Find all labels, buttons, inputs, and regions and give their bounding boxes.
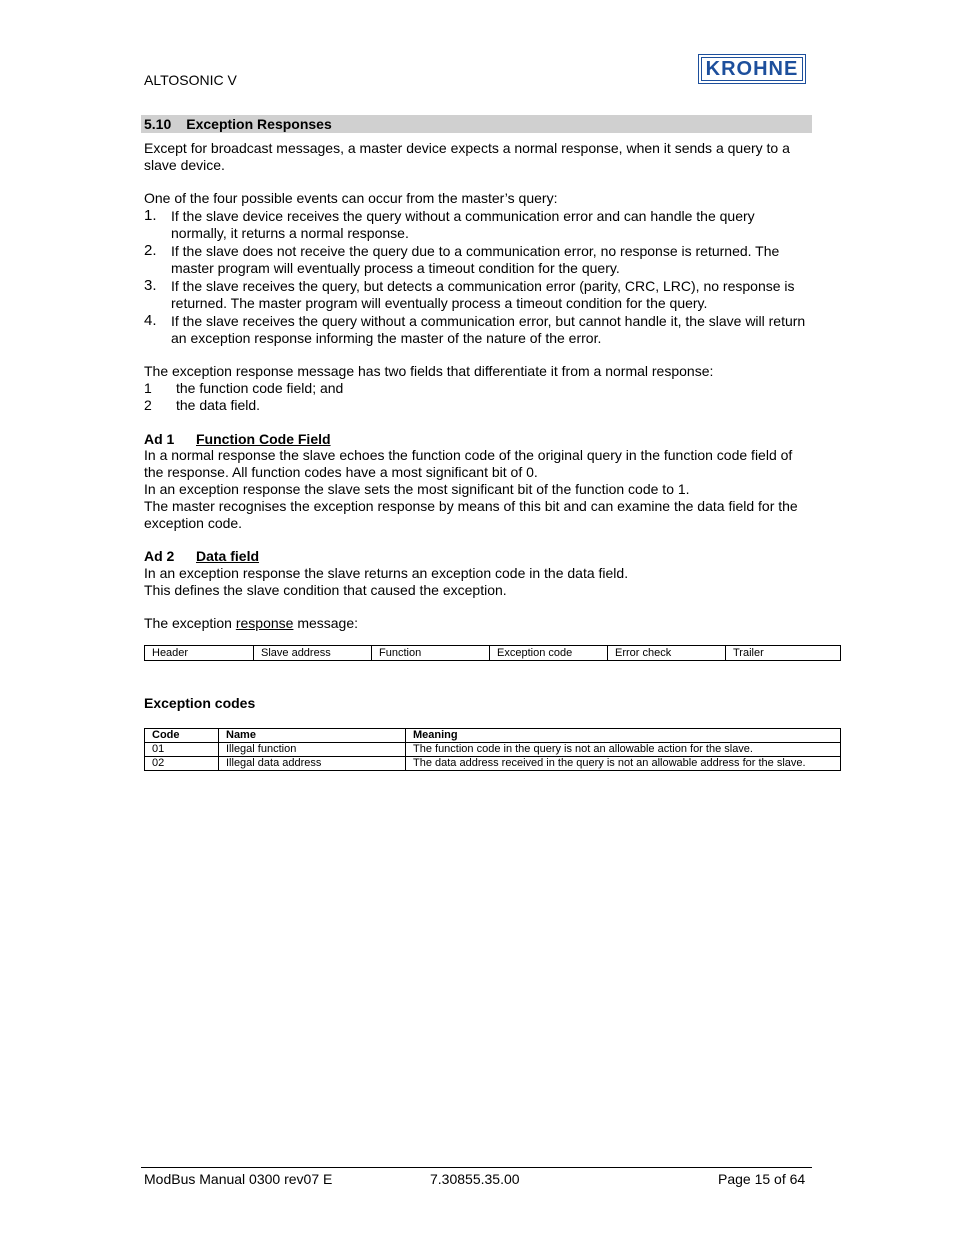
cell-name: Illegal function bbox=[219, 743, 406, 757]
ad1-line-2: In an exception response the slave sets the most significant bit of the function code to 1. bbox=[144, 481, 690, 497]
cell-name: Illegal data address bbox=[219, 757, 406, 771]
event-2-number: 2. bbox=[144, 242, 157, 259]
message-field-slave-address: Slave address bbox=[254, 646, 372, 661]
exception-codes-table bbox=[144, 728, 841, 771]
table-row bbox=[145, 757, 841, 771]
ad1-heading bbox=[144, 431, 331, 447]
logo-text: KROHNE bbox=[701, 57, 803, 81]
exception-codes-title: Exception codes bbox=[144, 695, 256, 711]
message-field-header: Header bbox=[145, 646, 254, 661]
ad2-heading bbox=[144, 548, 259, 564]
ad2-line-1: In an exception response the slave returns an exception code in the data field. bbox=[144, 565, 629, 581]
message-field-error-check: Error check bbox=[608, 646, 726, 661]
section-title: Exception Responses bbox=[186, 116, 332, 132]
ad2-title: Data field bbox=[196, 548, 260, 564]
cell-meaning: The function code in the query is not an allowable action for the slave. bbox=[406, 743, 841, 757]
cell-code: 01 bbox=[145, 743, 219, 757]
events-intro: One of the four possible events can occur from the master’s query: bbox=[144, 190, 558, 206]
section-heading bbox=[141, 115, 812, 133]
footer-page-number: Page 15 of 64 bbox=[718, 1171, 806, 1187]
field-2-text: the data field. bbox=[176, 397, 261, 413]
document-title: ALTOSONIC V bbox=[144, 72, 237, 88]
event-4-number: 4. bbox=[144, 312, 157, 329]
event-3-number: 3. bbox=[144, 277, 157, 294]
ad1-label: Ad 1 bbox=[144, 431, 175, 447]
message-field-function: Function bbox=[372, 646, 490, 661]
ad2-line-2: This defines the slave condition that caused the exception. bbox=[144, 582, 507, 598]
ad1-line-1: In a normal response the slave echoes the function code of the original query in the function code field of the response. All function codes have a most significant bit of 0. bbox=[144, 447, 793, 480]
field-1-text: the function code field; and bbox=[176, 380, 344, 396]
message-intro bbox=[144, 615, 814, 632]
footer-document-number: 7.30855.35.00 bbox=[430, 1171, 520, 1187]
ad2-label: Ad 2 bbox=[144, 548, 175, 564]
table-row bbox=[145, 743, 841, 757]
event-4-text: If the slave receives the query without a communication error, but cannot handle it, the slave will return an exception response informing the master of the nature of the error. bbox=[171, 313, 806, 346]
ad1-line-3: The master recognises the exception response by means of this bit and can examine the data field for the exception code. bbox=[144, 498, 798, 531]
event-1-number: 1. bbox=[144, 207, 157, 224]
event-1-text: If the slave device receives the query without a communication error and can handle the query normally, it returns a normal response. bbox=[171, 208, 755, 241]
message-field-trailer: Trailer bbox=[726, 646, 841, 661]
event-3-text: If the slave receives the query, but detects a communication error (parity, CRC, LRC), no response is returned. The master program will eventually process a timeout condition for the query. bbox=[171, 278, 795, 311]
column-header-meaning: Meaning bbox=[406, 729, 841, 743]
table-header-row bbox=[145, 729, 841, 743]
column-header-code: Code bbox=[145, 729, 219, 743]
intro-paragraph: Except for broadcast messages, a master device expects a normal response, when it sends a query to a slave device. bbox=[144, 140, 790, 173]
ad1-title: Function Code Field bbox=[196, 431, 331, 447]
field-2-number: 2 bbox=[144, 397, 152, 413]
cell-meaning: The data address received in the query is not an allowable address for the slave. bbox=[406, 757, 841, 771]
event-2-text: If the slave does not receive the query due to a communication error, no response is returned. The master program will eventually process a timeout condition for the query. bbox=[171, 243, 780, 276]
message-intro-underlined: response bbox=[235, 615, 294, 631]
field-1-number: 1 bbox=[144, 380, 152, 396]
cell-code: 02 bbox=[145, 757, 219, 771]
krohne-logo bbox=[698, 54, 806, 84]
message-intro-after: message: bbox=[293, 615, 359, 631]
footer-manual-name: ModBus Manual 0300 rev07 E bbox=[144, 1171, 333, 1187]
table-row bbox=[145, 646, 841, 661]
message-format-table bbox=[144, 645, 841, 661]
message-field-exception-code: Exception code bbox=[490, 646, 608, 661]
section-number: 5.10 bbox=[144, 116, 172, 132]
column-header-name: Name bbox=[219, 729, 406, 743]
footer-divider bbox=[141, 1167, 812, 1168]
fields-intro: The exception response message has two fields that differentiate it from a normal response: bbox=[144, 363, 714, 379]
message-intro-before: The exception bbox=[144, 615, 236, 631]
